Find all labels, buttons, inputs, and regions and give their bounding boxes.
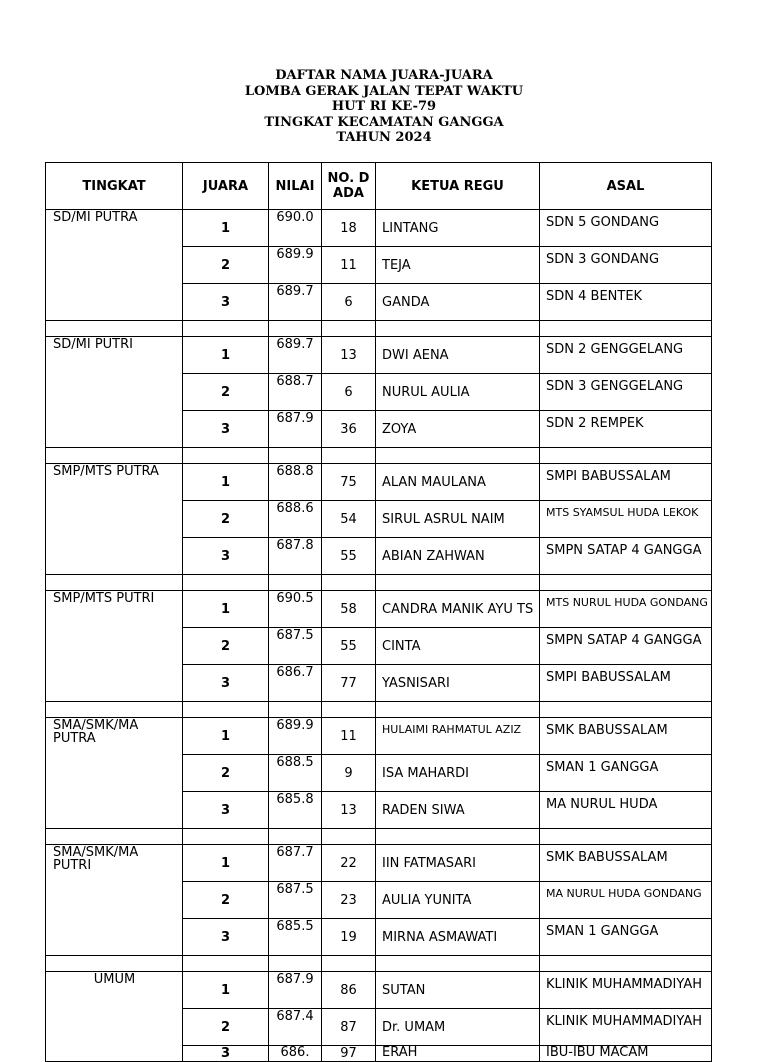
juara-cell: 1 bbox=[183, 337, 269, 374]
ketua-regu-cell: YASNISARI bbox=[376, 665, 540, 702]
winners-table bbox=[45, 162, 712, 1062]
nilai-cell: 686.7 bbox=[269, 665, 322, 702]
header-ketua-regu: KETUA REGU bbox=[376, 163, 540, 210]
no-dada-cell: 87 bbox=[322, 1009, 376, 1046]
juara-cell: 2 bbox=[183, 1009, 269, 1046]
empty-cell bbox=[540, 702, 712, 718]
ketua-regu-cell: TEJA bbox=[376, 247, 540, 284]
tingkat-cell: SD/MI PUTRA bbox=[46, 210, 183, 321]
empty-cell bbox=[269, 321, 322, 337]
no-dada-cell: 97 bbox=[322, 1046, 376, 1062]
no-dada-cell: 19 bbox=[322, 919, 376, 956]
juara-cell: 3 bbox=[183, 538, 269, 575]
nilai-cell: 685.5 bbox=[269, 919, 322, 956]
table-row bbox=[46, 464, 712, 501]
title-line-4: TINGKAT KECAMATAN GANGGA bbox=[264, 114, 504, 130]
juara-cell: 3 bbox=[183, 1046, 269, 1062]
header-tingkat: TINGKAT bbox=[46, 163, 183, 210]
nilai-cell: 687.9 bbox=[269, 411, 322, 448]
empty-cell bbox=[322, 575, 376, 591]
ketua-regu-cell: ERAH bbox=[376, 1046, 540, 1062]
no-dada-cell: 9 bbox=[322, 755, 376, 792]
juara-cell: 1 bbox=[183, 591, 269, 628]
header-asal: ASAL bbox=[540, 163, 712, 210]
empty-cell bbox=[376, 575, 540, 591]
nilai-cell: 689.7 bbox=[269, 284, 322, 321]
ketua-regu-cell: SIRUL ASRUL NAIM bbox=[376, 501, 540, 538]
asal-cell: SMPI BABUSSALAM bbox=[540, 464, 712, 501]
asal-cell: SMPI BABUSSALAM bbox=[540, 665, 712, 702]
empty-cell bbox=[376, 321, 540, 337]
juara-cell: 3 bbox=[183, 665, 269, 702]
asal-cell: MA NURUL HUDA bbox=[540, 792, 712, 829]
empty-cell bbox=[376, 702, 540, 718]
table-row bbox=[46, 591, 712, 628]
ketua-regu-cell: CINTA bbox=[376, 628, 540, 665]
table-row bbox=[46, 337, 712, 374]
tingkat-cell: SD/MI PUTRI bbox=[46, 337, 183, 448]
asal-cell: KLINIK MUHAMMADIYAH bbox=[540, 1009, 712, 1046]
table-row bbox=[46, 210, 712, 247]
ketua-regu-cell: IIN FATMASARI bbox=[376, 845, 540, 882]
table-header-row bbox=[46, 163, 712, 210]
nilai-cell: 688.5 bbox=[269, 755, 322, 792]
tingkat-cell: SMA/SMK/MA PUTRI bbox=[46, 845, 183, 956]
ketua-regu-cell: ISA MAHARDI bbox=[376, 755, 540, 792]
asal-cell: SDN 2 GENGGELANG bbox=[540, 337, 712, 374]
no-dada-cell: 18 bbox=[322, 210, 376, 247]
spacer-row bbox=[46, 956, 712, 972]
nilai-cell: 687.4 bbox=[269, 1009, 322, 1046]
juara-cell: 3 bbox=[183, 919, 269, 956]
empty-cell bbox=[376, 448, 540, 464]
title-line-2: LOMBA GERAK JALAN TEPAT WAKTU bbox=[244, 83, 524, 99]
empty-cell bbox=[269, 956, 322, 972]
asal-cell: SMPN SATAP 4 GANGGA bbox=[540, 538, 712, 575]
empty-cell bbox=[183, 702, 269, 718]
tingkat-cell: SMP/MTS PUTRA bbox=[46, 464, 183, 575]
empty-cell bbox=[322, 448, 376, 464]
juara-cell: 3 bbox=[183, 284, 269, 321]
asal-cell: MA NURUL HUDA GONDANG bbox=[540, 882, 712, 919]
no-dada-cell: 55 bbox=[322, 628, 376, 665]
no-dada-cell: 75 bbox=[322, 464, 376, 501]
nilai-cell: 687.8 bbox=[269, 538, 322, 575]
empty-cell bbox=[183, 829, 269, 845]
header-no-dada: NO. DADA bbox=[322, 163, 376, 210]
spacer-row bbox=[46, 448, 712, 464]
juara-cell: 2 bbox=[183, 247, 269, 284]
empty-cell bbox=[322, 321, 376, 337]
no-dada-cell: 86 bbox=[322, 972, 376, 1009]
empty-cell bbox=[540, 448, 712, 464]
table-row bbox=[46, 845, 712, 882]
empty-cell bbox=[322, 829, 376, 845]
nilai-cell: 689.9 bbox=[269, 718, 322, 755]
no-dada-cell: 6 bbox=[322, 284, 376, 321]
header-juara: JUARA bbox=[183, 163, 269, 210]
asal-cell: SDN 3 GENGGELANG bbox=[540, 374, 712, 411]
nilai-cell: 687.5 bbox=[269, 628, 322, 665]
empty-cell bbox=[183, 575, 269, 591]
nilai-cell: 689.7 bbox=[269, 337, 322, 374]
empty-cell bbox=[376, 956, 540, 972]
nilai-cell: 689.9 bbox=[269, 247, 322, 284]
ketua-regu-cell: SUTAN bbox=[376, 972, 540, 1009]
no-dada-cell: 55 bbox=[322, 538, 376, 575]
ketua-regu-cell: GANDA bbox=[376, 284, 540, 321]
asal-cell: MTS SYAMSUL HUDA LEKOK bbox=[540, 501, 712, 538]
empty-cell bbox=[46, 575, 183, 591]
empty-cell bbox=[46, 448, 183, 464]
nilai-cell: 688.6 bbox=[269, 501, 322, 538]
empty-cell bbox=[269, 702, 322, 718]
juara-cell: 2 bbox=[183, 755, 269, 792]
ketua-regu-cell: AULIA YUNITA bbox=[376, 882, 540, 919]
no-dada-cell: 11 bbox=[322, 718, 376, 755]
empty-cell bbox=[376, 829, 540, 845]
no-dada-cell: 6 bbox=[322, 374, 376, 411]
nilai-cell: 685.8 bbox=[269, 792, 322, 829]
asal-cell: MTS NURUL HUDA GONDANG bbox=[540, 591, 712, 628]
no-dada-cell: 23 bbox=[322, 882, 376, 919]
juara-cell: 2 bbox=[183, 374, 269, 411]
table-row bbox=[46, 972, 712, 1009]
empty-cell bbox=[46, 829, 183, 845]
juara-cell: 3 bbox=[183, 411, 269, 448]
ketua-regu-cell: DWI AENA bbox=[376, 337, 540, 374]
nilai-cell: 690.5 bbox=[269, 591, 322, 628]
ketua-regu-cell: ALAN MAULANA bbox=[376, 464, 540, 501]
header-nilai: NILAI bbox=[269, 163, 322, 210]
juara-cell: 2 bbox=[183, 628, 269, 665]
no-dada-cell: 13 bbox=[322, 792, 376, 829]
empty-cell bbox=[269, 575, 322, 591]
tingkat-cell: UMUM bbox=[46, 972, 183, 1062]
ketua-regu-cell: CANDRA MANIK AYU TS bbox=[376, 591, 540, 628]
title-line-3: HUT RI KE-79 bbox=[331, 99, 437, 114]
ketua-regu-cell: LINTANG bbox=[376, 210, 540, 247]
no-dada-cell: 11 bbox=[322, 247, 376, 284]
empty-cell bbox=[322, 956, 376, 972]
asal-cell: KLINIK MUHAMMADIYAH bbox=[540, 972, 712, 1009]
ketua-regu-cell: RADEN SIWA bbox=[376, 792, 540, 829]
spacer-row bbox=[46, 829, 712, 845]
empty-cell bbox=[540, 575, 712, 591]
empty-cell bbox=[46, 321, 183, 337]
empty-cell bbox=[540, 956, 712, 972]
spacer-row bbox=[46, 321, 712, 337]
spacer-row bbox=[46, 575, 712, 591]
tingkat-cell: SMA/SMK/MA PUTRA bbox=[46, 718, 183, 829]
empty-cell bbox=[183, 956, 269, 972]
asal-cell: IBU-IBU MACAM bbox=[540, 1046, 712, 1062]
asal-cell: SMK BABUSSALAM bbox=[540, 845, 712, 882]
nilai-cell: 690.0 bbox=[269, 210, 322, 247]
ketua-regu-cell: MIRNA ASMAWATI bbox=[376, 919, 540, 956]
asal-cell: SMAN 1 GANGGA bbox=[540, 755, 712, 792]
asal-cell: SDN 3 GONDANG bbox=[540, 247, 712, 284]
asal-cell: SDN 2 REMPEK bbox=[540, 411, 712, 448]
empty-cell bbox=[183, 321, 269, 337]
no-dada-cell: 54 bbox=[322, 501, 376, 538]
no-dada-cell: 22 bbox=[322, 845, 376, 882]
juara-cell: 1 bbox=[183, 845, 269, 882]
juara-cell: 1 bbox=[183, 464, 269, 501]
document-title bbox=[0, 68, 768, 146]
asal-cell: SDN 4 BENTEK bbox=[540, 284, 712, 321]
nilai-cell: 687.5 bbox=[269, 882, 322, 919]
ketua-regu-cell: ABIAN ZAHWAN bbox=[376, 538, 540, 575]
empty-cell bbox=[269, 829, 322, 845]
ketua-regu-cell: Dr. UMAM bbox=[376, 1009, 540, 1046]
empty-cell bbox=[540, 321, 712, 337]
asal-cell: SMK BABUSSALAM bbox=[540, 718, 712, 755]
asal-cell: SMAN 1 GANGGA bbox=[540, 919, 712, 956]
nilai-cell: 687.9 bbox=[269, 972, 322, 1009]
title-line-1: DAFTAR NAMA JUARA-JUARA bbox=[275, 68, 493, 83]
empty-cell bbox=[269, 448, 322, 464]
spacer-row bbox=[46, 702, 712, 718]
empty-cell bbox=[540, 829, 712, 845]
ketua-regu-cell: HULAIMI RAHMATUL AZIZ bbox=[376, 718, 540, 755]
ketua-regu-cell: ZOYA bbox=[376, 411, 540, 448]
table-body bbox=[46, 210, 712, 1062]
no-dada-cell: 77 bbox=[322, 665, 376, 702]
tingkat-cell: SMP/MTS PUTRI bbox=[46, 591, 183, 702]
juara-cell: 1 bbox=[183, 718, 269, 755]
empty-cell bbox=[46, 956, 183, 972]
juara-cell: 1 bbox=[183, 972, 269, 1009]
nilai-cell: 688.7 bbox=[269, 374, 322, 411]
juara-cell: 1 bbox=[183, 210, 269, 247]
no-dada-cell: 13 bbox=[322, 337, 376, 374]
empty-cell bbox=[322, 702, 376, 718]
empty-cell bbox=[183, 448, 269, 464]
juara-cell: 2 bbox=[183, 501, 269, 538]
no-dada-cell: 36 bbox=[322, 411, 376, 448]
no-dada-cell: 58 bbox=[322, 591, 376, 628]
juara-cell: 3 bbox=[183, 792, 269, 829]
ketua-regu-cell: NURUL AULIA bbox=[376, 374, 540, 411]
empty-cell bbox=[46, 702, 183, 718]
juara-cell: 2 bbox=[183, 882, 269, 919]
asal-cell: SDN 5 GONDANG bbox=[540, 210, 712, 247]
nilai-cell: 687.7 bbox=[269, 845, 322, 882]
nilai-cell: 688.8 bbox=[269, 464, 322, 501]
title-line-5: TAHUN 2024 bbox=[336, 130, 432, 145]
table-row bbox=[46, 718, 712, 755]
asal-cell: SMPN SATAP 4 GANGGA bbox=[540, 628, 712, 665]
nilai-cell: 686. bbox=[269, 1046, 322, 1062]
